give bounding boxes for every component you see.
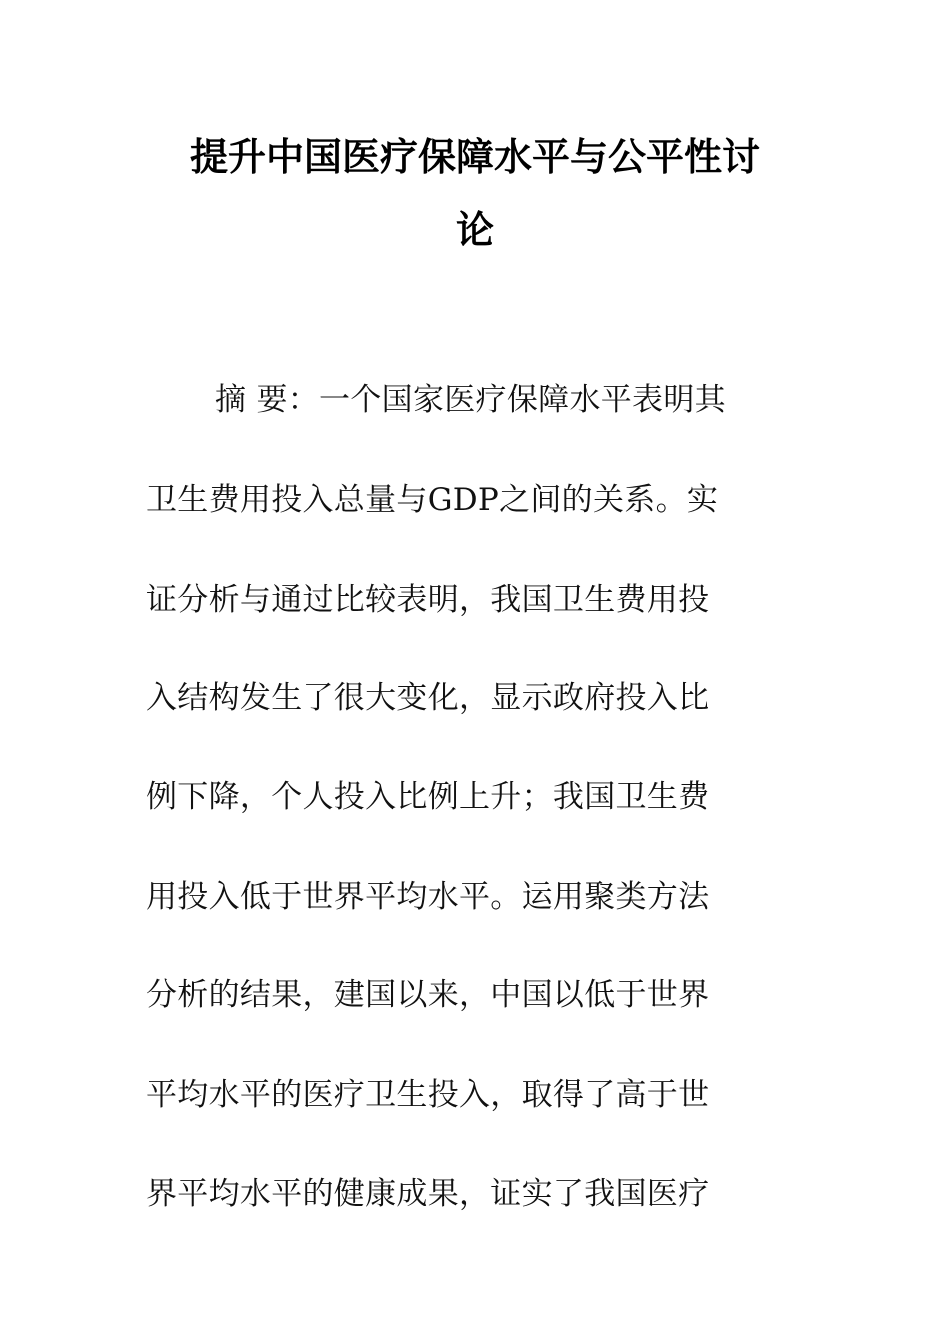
abstract-line-2: 卫生费用投入总量与GDP之间的关系。实 <box>146 482 719 518</box>
abstract-line-7: 分析的结果，建国以来，中国以低于世界 <box>146 977 710 1013</box>
abstract-line-1: 摘 要：一个国家医疗保障水平表明其 <box>215 382 726 418</box>
abstract-line-3: 证分析与通过比较表明，我国卫生费用投 <box>146 582 710 618</box>
abstract-line-8: 平均水平的医疗卫生投入，取得了高于世 <box>146 1077 710 1113</box>
document-title-line-2: 论 <box>455 208 494 252</box>
document-title-line-1: 提升中国医疗保障水平与公平性讨 <box>189 135 760 179</box>
abstract-line-9: 界平均水平的健康成果，证实了我国医疗 <box>146 1176 710 1212</box>
abstract-line-6: 用投入低于世界平均水平。运用聚类方法 <box>146 879 710 915</box>
abstract-line-5: 例下降，个人投入比例上升；我国卫生费 <box>146 779 710 815</box>
abstract-line-4: 入结构发生了很大变化，显示政府投入比 <box>146 680 710 716</box>
